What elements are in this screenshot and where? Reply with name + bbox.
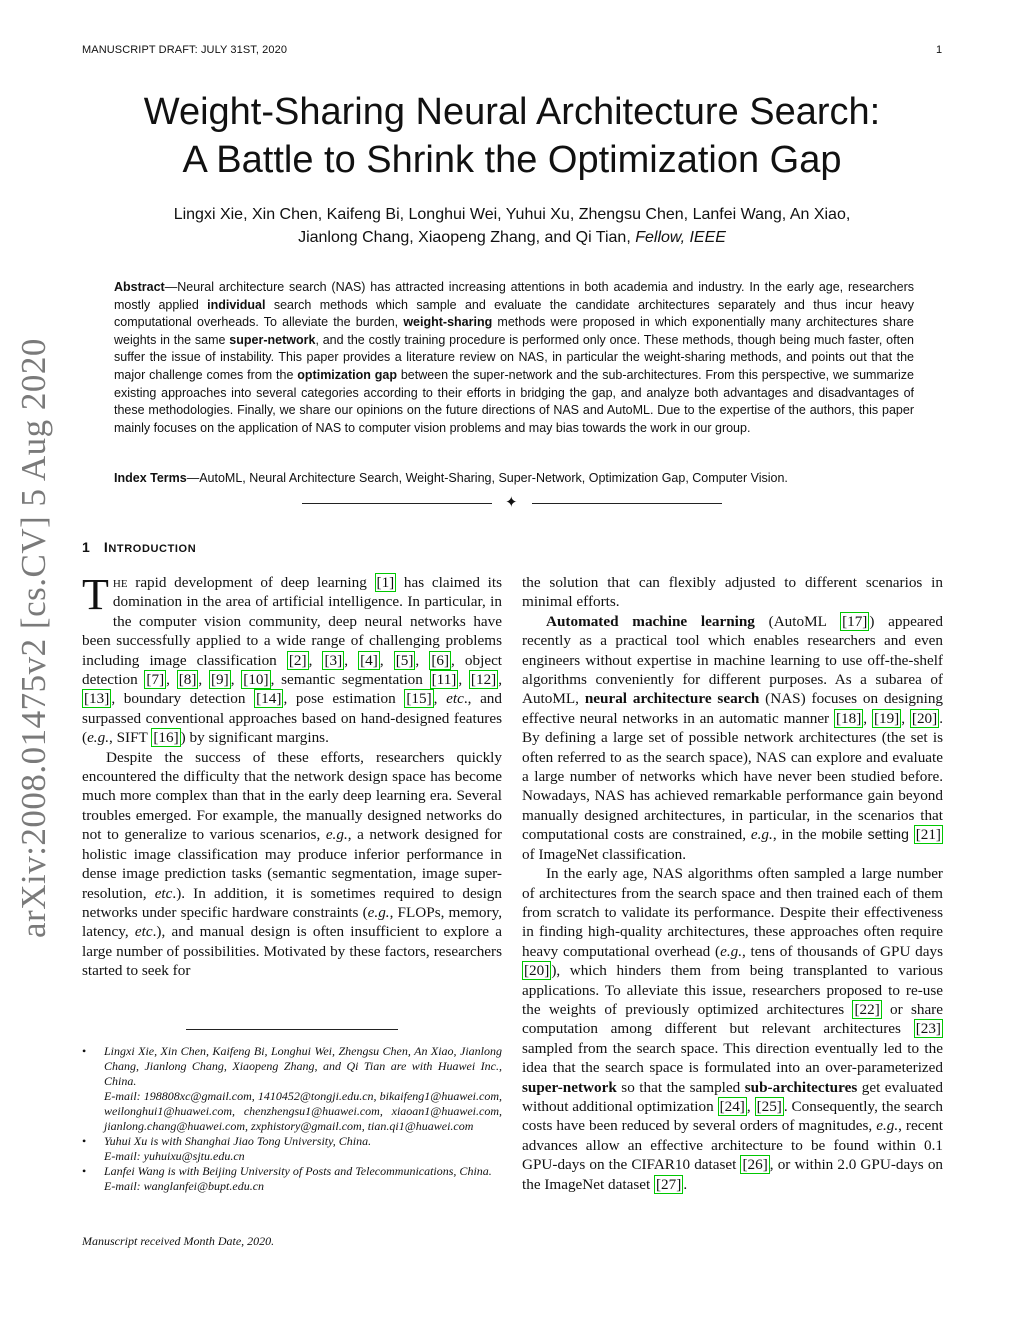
body-text: , boundary detection bbox=[111, 690, 255, 708]
divider-diamond-icon: ✦ bbox=[505, 495, 518, 511]
citation-link[interactable]: [11] bbox=[431, 671, 457, 689]
italic-text: e.g. bbox=[750, 826, 773, 844]
citation-link[interactable]: [5] bbox=[395, 651, 414, 669]
citation-link[interactable]: [15] bbox=[406, 690, 432, 708]
body-text: , bbox=[458, 671, 469, 689]
body-column-right bbox=[522, 573, 943, 1194]
body-text: has claimed its domination in the area of artificial intelligence. In particular, in the computer vision community, deep neural networks have been successfully applied to a wide range of challenging problems including image classification bbox=[82, 574, 503, 669]
body-text: , bbox=[863, 709, 872, 727]
body-text: .), and manual design is often insufficient to explore a large number of possibilities. Motivated by these factors, researchers started to seek for bbox=[82, 923, 502, 980]
citation-link[interactable]: [21] bbox=[915, 826, 941, 844]
body-column-left bbox=[82, 570, 503, 981]
italic-text: e.g. bbox=[876, 1117, 899, 1135]
smallcaps-text: he bbox=[112, 574, 128, 591]
body-text: sampled from the search space. This direction eventually led to the idea that the search space is formulated into an over-parameterized bbox=[522, 1039, 943, 1077]
bold-term: sub-architectures bbox=[744, 1078, 858, 1096]
citation-link[interactable]: [22] bbox=[854, 1000, 880, 1018]
body-text: , bbox=[308, 651, 323, 669]
body-text: , bbox=[498, 671, 503, 689]
italic-text: e.g. bbox=[325, 826, 348, 844]
citation-link[interactable]: [17] bbox=[842, 612, 868, 630]
abstract-bold-term: optimization gap bbox=[297, 367, 397, 382]
body-text: ., and surpassed conventional approaches based on hand-designed features ( bbox=[82, 690, 502, 747]
section-heading-introduction bbox=[82, 539, 196, 555]
footnote-affiliation: Yuhui Xu is with Shanghai Jiao Tong University, China. bbox=[104, 1134, 372, 1148]
footnote-rule bbox=[186, 1029, 398, 1030]
body-text: rapid development of deep learning bbox=[127, 574, 375, 591]
authors-line-2 bbox=[60, 226, 964, 249]
bold-term: neural architecture search bbox=[584, 690, 760, 708]
section-number: 1 bbox=[82, 539, 91, 555]
paper-title bbox=[60, 88, 964, 184]
title-line-2: A Battle to Shrink the Optimization Gap bbox=[182, 139, 842, 181]
citation-link[interactable]: [20] bbox=[911, 709, 938, 727]
body-text: , tens of thousands of GPU days bbox=[742, 942, 943, 960]
body-text: , bbox=[344, 651, 359, 669]
citation-link[interactable]: [14] bbox=[256, 690, 282, 708]
citation-link[interactable]: [12] bbox=[470, 671, 497, 689]
body-text: Despite the success of these efforts, researchers quickly encountered the difficulty that the network design space has become much more complex than that in the early deep learning era. Several troubles emerged. For example, the manually designed networks do not to generalize to various scenarios, bbox=[82, 748, 502, 844]
section-divider bbox=[302, 496, 722, 512]
citation-link[interactable]: [3] bbox=[324, 651, 343, 669]
body-text: . bbox=[683, 1175, 688, 1193]
divider-line-right bbox=[532, 503, 722, 504]
index-terms-label: Index Terms bbox=[114, 471, 187, 485]
footnote-item bbox=[82, 1134, 502, 1164]
footnote-emails: E-mail: 198808xc@gmail.com, 1410452@tongji.edu.cn, bikaifeng1@huawei.com, weilonghui1@huawei.com, chenzhengsu1@huawei.com, xiaoan1@huawei.com, jianlong.chang@huawei.com, zxphistory@gmail.com, tian.qi1@huawei.com bbox=[104, 1089, 502, 1133]
body-text: , FLOPs, memory, latency, bbox=[82, 903, 502, 941]
citation-link[interactable]: [1] bbox=[376, 574, 395, 591]
abstract-bold-term: individual bbox=[207, 297, 266, 312]
authors-line-1: Lingxi Xie, Xin Chen, Kaifeng Bi, Longhui Wei, Yuhui Xu, Zhengsu Chen, Lanfei Wang, An Xiao, bbox=[173, 206, 851, 223]
body-text: (NAS) focuses on designing effective neural networks in an automatic manner bbox=[522, 690, 944, 727]
body-text: , bbox=[230, 671, 242, 689]
index-terms-text: —AutoML, Neural Architecture Search, Weight-Sharing, Super-Network, Optimization Gap, Computer Vision. bbox=[186, 471, 788, 485]
abstract-text: between the super-network and the sub-architectures. From this perspective, we summarize existing approaches into several categories according to their efforts in bridging the gap, and analyze both advantages and disadvantages of these methodologies. Finally, we share our opinions on the future directions of NAS and AutoML. Due to the expertise of the authors, this paper mainly focuses on the application of NAS to computer vision problems and may bias towards the work in our group. bbox=[114, 367, 914, 435]
citation-link[interactable]: [16] bbox=[153, 729, 179, 747]
running-head: MANUSCRIPT DRAFT: JULY 31ST, 2020 bbox=[82, 44, 288, 56]
paragraph bbox=[522, 612, 943, 864]
body-text: or share computation among different but relevant architectures bbox=[522, 1000, 943, 1038]
abstract-text: , and the costly training procedure is performed only once. These methods, though being much faster, often suffer the issue of instability. This paper provides a literature review on NAS, in particular the weight-sharing methods, and points out that the major challenge comes from the bbox=[114, 332, 914, 382]
citation-link[interactable]: [26] bbox=[742, 1156, 768, 1174]
body-text: , recent advances allow an effective architecture to be found within 0.1 GPU-days on the CIFAR10 dataset bbox=[522, 1117, 944, 1174]
body-text: ) by significant margins. bbox=[180, 729, 329, 747]
body-text: , bbox=[433, 690, 447, 708]
bold-term: super-network bbox=[522, 1078, 617, 1096]
abstract-bold-term: weight-sharing bbox=[403, 315, 493, 330]
body-text: . By defining a large set of possible network architectures (the set is often referred to as the search space), NAS can explore and evaluate a large number of networks which have never been studied before. Nowadays, NAS has achieved remarkable performance gain beyond manually designed architectures, in particular, in the scenarios that computational costs are constrained, bbox=[522, 709, 944, 844]
body-text: , in the bbox=[772, 826, 822, 844]
body-text: .). In addition, it is sometimes required to design networks under specific hardware constraints ( bbox=[82, 884, 502, 921]
bold-term: Automated machine learning bbox=[546, 612, 755, 630]
author-list bbox=[60, 203, 964, 249]
body-text: so that the sampled bbox=[616, 1078, 745, 1096]
sans-term: mobile setting bbox=[821, 826, 909, 843]
citation-link[interactable]: [25] bbox=[756, 1097, 782, 1115]
body-text: , object detection bbox=[82, 651, 503, 689]
body-text: , pose estimation bbox=[283, 690, 405, 708]
paragraph bbox=[82, 570, 503, 748]
citation-link[interactable]: [2] bbox=[288, 651, 307, 669]
body-text: get evaluated without additional optimization bbox=[522, 1078, 943, 1115]
body-text: . Consequently, the search costs have been reduced by several orders of magnitudes, bbox=[522, 1097, 943, 1135]
body-text bbox=[909, 826, 914, 843]
paragraph bbox=[522, 864, 943, 1194]
footnote-affiliation: Lingxi Xie, Xin Chen, Kaifeng Bi, Longhui Wei, Zhengsu Chen, An Xiao, Jianlong Chang, Jianlong Chang, Xiaopeng Zhang, and Qi Tian are with Huawei Inc., China. bbox=[104, 1044, 502, 1088]
section-title-initial: I bbox=[103, 539, 109, 555]
body-text: , bbox=[166, 671, 177, 689]
citation-link[interactable]: [6] bbox=[431, 651, 450, 669]
body-text: In the early age, NAS algorithms often sampled a large number of architectures from the search space and then trained each of them from scratch to validate its performance. Despite their effectiveness in finding high-quality architectures, these approaches often require heavy computational overhead ( bbox=[522, 865, 943, 960]
citation-link[interactable]: [18] bbox=[835, 709, 862, 727]
abstract-text: —Neural architecture search (NAS) has attracted increasing attentions in both academia and industry. In the early age, researchers mostly applied bbox=[114, 280, 914, 312]
body-text: , bbox=[379, 651, 394, 669]
body-text: , bbox=[198, 671, 209, 689]
footnote-affiliation: Lanfei Wang is with Beijing University of Posts and Telecommunications, China. bbox=[104, 1164, 492, 1178]
citation-link[interactable]: [19] bbox=[873, 709, 900, 727]
index-terms bbox=[114, 470, 914, 487]
bullet-icon: • bbox=[82, 1134, 87, 1148]
footnote-emails: E-mail: wanglanfei@bupt.edu.cn bbox=[104, 1179, 265, 1193]
italic-text: e.g. bbox=[367, 903, 390, 921]
citation-link[interactable]: [8] bbox=[178, 671, 197, 689]
body-text: ), which hinders them from being transplanted to various applications. To alleviate this issue, researchers proposed to re-use the weights of previously optimized architectures bbox=[522, 962, 943, 1018]
abstract bbox=[114, 279, 914, 437]
manuscript-received-note: Manuscript received Month Date, 2020. bbox=[82, 1234, 275, 1248]
paragraph: the solution that can flexibly adjusted to different scenarios in minimal efforts. bbox=[522, 574, 943, 611]
paragraph bbox=[82, 748, 502, 981]
citation-link[interactable]: [23] bbox=[915, 1020, 941, 1038]
abstract-text: search methods which sample and evaluate the candidate architectures separately and thus incur heavy computational overheads. To alleviate the burden, bbox=[114, 297, 915, 330]
footnote-item bbox=[82, 1164, 502, 1194]
bullet-icon: • bbox=[82, 1164, 87, 1178]
body-text: , SIFT bbox=[109, 729, 152, 747]
body-text: ) appeared recently as a practical tool which enables researchers and even engineers without expertise in machine learning to use off-the-shelf algorithms conveniently for different purposes. As a subarea of AutoML, bbox=[522, 612, 943, 708]
body-text: , bbox=[746, 1097, 755, 1115]
body-text: , bbox=[901, 709, 910, 727]
abstract-text: methods were proposed in which exponentially many architectures share weights in the same bbox=[114, 315, 914, 347]
bullet-icon: • bbox=[82, 1044, 87, 1058]
body-text: of ImageNet classification. bbox=[522, 845, 687, 863]
citation-link[interactable]: [13] bbox=[84, 690, 110, 708]
drop-cap: T bbox=[82, 570, 109, 619]
footnote-item bbox=[82, 1044, 502, 1134]
section-title-rest: NTRODUCTION bbox=[108, 543, 197, 555]
abstract-bold-term: super-network bbox=[229, 332, 316, 347]
abstract-label: Abstract bbox=[114, 280, 165, 294]
body-text: , or within 2.0 GPU-days on the ImageNet dataset bbox=[522, 1156, 944, 1193]
divider-line-left bbox=[302, 503, 492, 504]
citation-link[interactable]: [10] bbox=[243, 671, 269, 689]
page-number: 1 bbox=[936, 44, 943, 56]
citation-link[interactable]: [24] bbox=[719, 1097, 745, 1115]
citation-link[interactable]: [7] bbox=[146, 671, 165, 689]
italic-text: etc bbox=[154, 884, 173, 902]
italic-text: e.g. bbox=[87, 729, 109, 747]
title-line-1: Weight-Sharing Neural Architecture Search: bbox=[143, 91, 881, 133]
citation-link[interactable]: [4] bbox=[360, 651, 378, 669]
body-text: , a network designed for holistic image classification may produce inferior performance in dense image prediction tasks (semantic segmentation, image super-resolution, bbox=[82, 826, 502, 902]
arxiv-identifier-stamp[interactable]: arXiv:2008.01475v2 [cs.CV] 5 Aug 2020 bbox=[14, 338, 53, 938]
italic-text: e.g. bbox=[720, 942, 743, 960]
citation-link[interactable]: [9] bbox=[210, 671, 229, 689]
body-text: (AutoML bbox=[754, 612, 841, 630]
footnotes bbox=[82, 1044, 502, 1194]
italic-text: etc bbox=[134, 923, 153, 941]
citation-link[interactable]: [27] bbox=[656, 1175, 682, 1193]
body-text: , bbox=[415, 651, 430, 669]
italic-text: etc bbox=[446, 690, 464, 708]
citation-link[interactable]: [20] bbox=[524, 962, 550, 980]
body-text: , semantic segmentation bbox=[270, 671, 430, 689]
authors-line-2-names: Jianlong Chang, Xiaopeng Zhang, and Qi Tian, bbox=[298, 229, 631, 246]
footnote-emails: E-mail: yuhuixu@sjtu.edu.cn bbox=[104, 1149, 245, 1163]
author-fellow-title: Fellow, IEEE bbox=[635, 229, 726, 246]
